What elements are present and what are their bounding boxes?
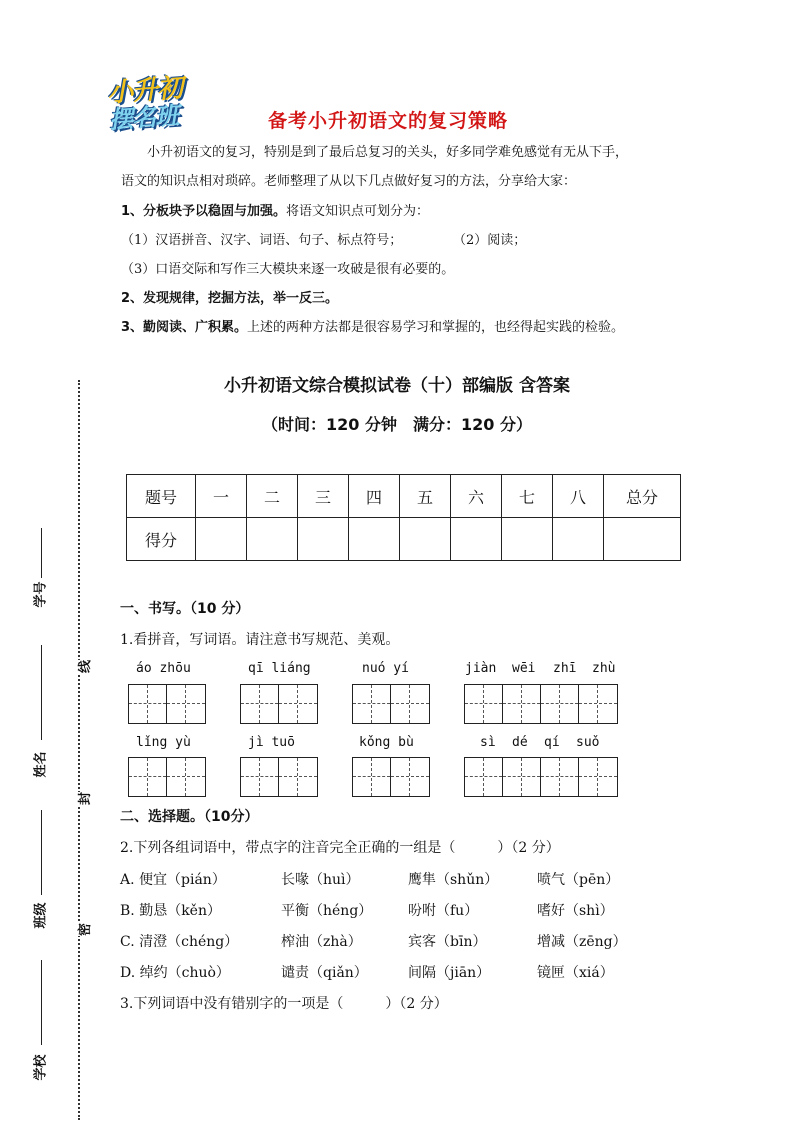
intro-point1-rest: 将语文知识点可划分为： (286, 204, 430, 219)
class-label: 班级 (33, 902, 49, 929)
score-cell[interactable] (553, 518, 604, 561)
pinyin-label: sì (480, 735, 496, 750)
writing-grid[interactable] (352, 684, 430, 724)
score-header-cell: 五 (400, 475, 451, 518)
writing-grid[interactable] (128, 757, 206, 797)
pinyin-label: qí (544, 735, 560, 750)
score-table-header-row (127, 475, 681, 518)
score-cell[interactable] (502, 518, 553, 561)
option-c-1: C. 清澄（chéng） (120, 934, 239, 950)
score-header-cell: 四 (349, 475, 400, 518)
logo-line1: 小升初 (106, 73, 184, 109)
school-line[interactable] (41, 960, 42, 1045)
intro-p1: 小升初语文的复习，特别是到了最后总复习的关头，好多同学难免感觉有无从下手， (147, 145, 629, 160)
name-label: 姓名 (33, 751, 49, 778)
intro-point3-bold: 3、勤阅读、广积累。 (121, 320, 248, 335)
pinyin-label: jì tuō (248, 735, 295, 750)
pinyin-label: zhī (553, 661, 577, 676)
score-header-cell: 三 (298, 475, 349, 518)
question-2: 2.下列各组词语中，带点字的注音完全正确的一组是（ ）（2 分） (120, 840, 560, 856)
pinyin-label: jiàn (465, 661, 497, 676)
pinyin-label: dé (512, 735, 528, 750)
score-header-cell: 六 (451, 475, 502, 518)
option-a-3: 鹰隼（shǔn） (408, 872, 499, 888)
option-c-2: 榨油（zhà） (281, 934, 362, 950)
pinyin-label: áo zhōu (136, 661, 191, 676)
option-a-2: 长喙（huì） (281, 872, 360, 888)
score-header-cell: 题号 (127, 475, 196, 518)
option-b-2: 平衡（héng） (281, 903, 373, 919)
pinyin-label: qī liáng (248, 661, 311, 676)
score-cell[interactable] (400, 518, 451, 561)
option-c-4: 增减（zēng） (537, 934, 627, 950)
intro-point1-b: （2）阅读； (453, 233, 527, 248)
writing-grid[interactable] (352, 757, 430, 797)
option-d-3: 间隔（jiān） (408, 965, 491, 981)
option-a-4: 喷气（pēn） (537, 872, 620, 888)
logo-line2: 摆名班 (108, 101, 180, 135)
score-header-cell: 八 (553, 475, 604, 518)
score-cell[interactable] (349, 518, 400, 561)
option-c-3: 宾客（bīn） (408, 934, 487, 950)
score-cell[interactable] (298, 518, 349, 561)
writing-grid[interactable] (240, 757, 318, 797)
school-label: 学校 (33, 1054, 49, 1081)
score-cell[interactable] (196, 518, 247, 561)
pinyin-label: zhù (592, 661, 616, 676)
option-d-2: 谴责（qiǎn） (281, 965, 368, 981)
intro-point1 (121, 204, 429, 220)
score-header-cell: 总分 (604, 475, 681, 518)
student-id-line[interactable] (41, 528, 42, 578)
intro-point2: 2、发现规律，挖掘方法，举一反三。 (121, 291, 339, 306)
binding-dotted-line (78, 380, 80, 1120)
option-a-1: A. 便宜（pián） (120, 872, 226, 888)
student-id-label: 学号 (33, 581, 49, 608)
intro-point3-rest: 上述的两种方法都是很容易学习和掌握的，也经得起实践的检验。 (247, 320, 625, 335)
section1-heading: 一、书写。（10 分） (120, 601, 250, 617)
pinyin-label: nuó yí (362, 661, 409, 676)
score-row-label: 得分 (127, 518, 196, 561)
binding-label-secret: 密 (72, 923, 95, 936)
score-header-cell: 一 (196, 475, 247, 518)
option-b-3: 吩咐（fu） (408, 903, 479, 919)
intro-point1-bold: 1、分板块予以稳固与加强。 (121, 204, 287, 219)
score-header-cell: 七 (502, 475, 553, 518)
pinyin-label: suǒ (576, 735, 600, 750)
question-3: 3.下列词语中没有错别字的一项是（ ）（2 分） (120, 996, 448, 1012)
exam-subtitle: （时间：120 分钟 满分：120 分） (262, 415, 532, 434)
question-1: 1.看拼音，写词语。请注意书写规范、美观。 (120, 632, 400, 648)
header-title: 备考小升初语文的复习策略 (268, 110, 509, 132)
option-d-1: D. 绰约（chuò） (120, 965, 230, 981)
logo (103, 70, 213, 135)
score-header-cell: 二 (247, 475, 298, 518)
option-b-4: 嗜好（shì） (537, 903, 614, 919)
score-cell[interactable] (604, 518, 681, 561)
writing-grid[interactable] (128, 684, 206, 724)
intro-point1-a: （1）汉语拼音、汉字、词语、句子、标点符号； (121, 233, 403, 248)
intro-point1-c: （3）口语交际和写作三大模块来逐一攻破是很有必要的。 (121, 262, 455, 277)
writing-grid[interactable] (464, 684, 618, 724)
name-line[interactable] (41, 645, 42, 740)
score-table-score-row (127, 518, 681, 561)
writing-grid[interactable] (464, 757, 618, 797)
score-cell[interactable] (247, 518, 298, 561)
option-d-4: 镜匣（xiá） (537, 965, 614, 981)
intro-p2: 语文的知识点相对琐碎。老师整理了从以下几点做好复习的方法，分享给大家： (121, 174, 577, 189)
pinyin-label: kǒng bù (359, 735, 414, 750)
exam-title: 小升初语文综合模拟试卷（十）部编版 含答案 (224, 376, 570, 396)
score-table (126, 474, 681, 561)
writing-grid[interactable] (240, 684, 318, 724)
score-cell[interactable] (451, 518, 502, 561)
pinyin-label: lǐng yù (136, 735, 191, 750)
pinyin-label: wēi (512, 661, 536, 676)
section2-heading: 二、选择题。（10分） (120, 809, 259, 825)
binding-label-line: 线 (72, 660, 95, 673)
binding-label-seal: 封 (72, 792, 95, 805)
option-b-1: B. 勤恳（kěn） (120, 903, 221, 919)
class-line[interactable] (41, 810, 42, 895)
intro-point3 (121, 320, 624, 336)
